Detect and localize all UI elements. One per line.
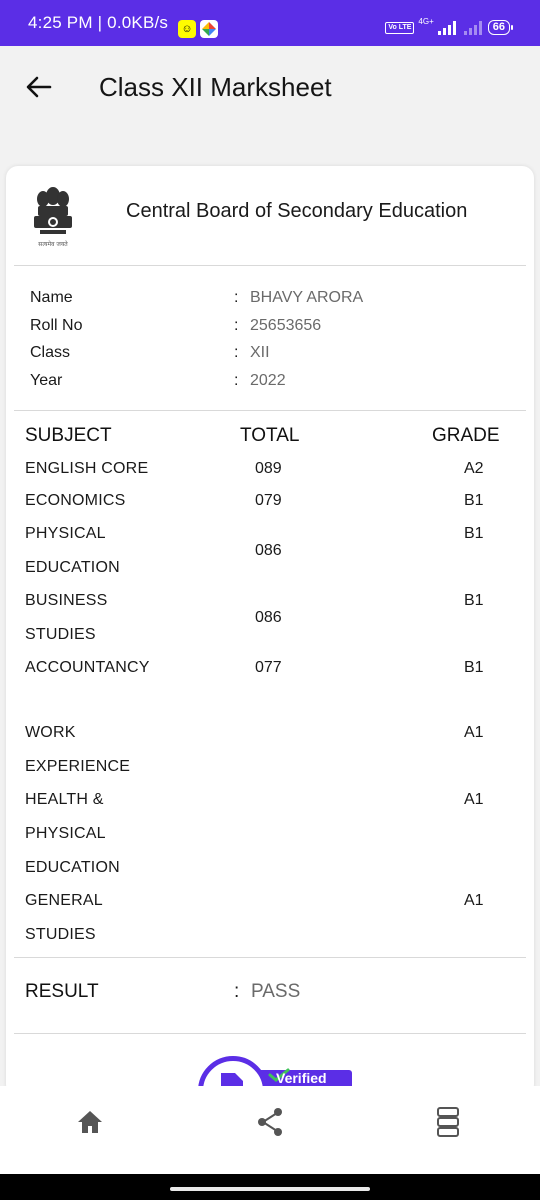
menu-button[interactable] — [428, 1102, 468, 1142]
colon: : — [234, 344, 239, 361]
subject-grade: A2 — [464, 460, 484, 477]
subject-name-line3: EDUCATION — [25, 859, 120, 876]
home-button[interactable] — [70, 1102, 110, 1142]
notification-icons — [178, 20, 218, 38]
subject-name: HEALTH & — [25, 791, 104, 808]
subject-total: 086 — [255, 609, 282, 626]
subject-name: WORK — [25, 724, 76, 741]
gesture-bar — [0, 1174, 540, 1200]
divider — [14, 265, 526, 266]
class-label: Class — [30, 344, 71, 361]
divider — [14, 1033, 526, 1034]
subject-grade: B1 — [464, 525, 484, 542]
back-arrow-icon — [22, 70, 56, 104]
bottom-nav — [0, 1086, 540, 1174]
roll-no-label: Roll No — [30, 317, 83, 334]
subject-total: 079 — [255, 492, 282, 509]
divider — [14, 957, 526, 958]
home-gesture-handle[interactable] — [170, 1187, 370, 1191]
subject-name-line2: STUDIES — [25, 926, 96, 943]
marksheet-card — [6, 166, 534, 1096]
name-label: Name — [30, 289, 73, 306]
status-time: 4:25 PM | 0.0KB/s — [28, 13, 169, 32]
subject-name: ENGLISH CORE — [25, 460, 149, 477]
subject-name-line2: PHYSICAL — [25, 825, 106, 842]
grade-header: GRADE — [432, 425, 500, 446]
result-value: PASS — [251, 981, 301, 1002]
verified-text: Verified — [276, 1070, 327, 1086]
share-button[interactable] — [250, 1102, 290, 1142]
result-colon: : — [234, 981, 240, 1002]
class-value: XII — [250, 344, 270, 361]
signal-icon — [438, 21, 456, 35]
year-value: 2022 — [250, 372, 286, 389]
divider — [14, 410, 526, 411]
battery-icon: 66 — [488, 20, 510, 35]
snapchat-icon: ☺ — [178, 20, 196, 38]
subject-total: 086 — [255, 542, 282, 559]
total-header: TOTAL — [240, 425, 300, 446]
subject-total: 077 — [255, 659, 282, 676]
home-icon — [76, 1109, 104, 1135]
subject-grade: B1 — [464, 492, 484, 509]
subject-grade: B1 — [464, 659, 484, 676]
colon: : — [234, 289, 239, 306]
back-button[interactable] — [22, 70, 56, 104]
subject-name: PHYSICAL — [25, 525, 106, 542]
network-type: 4G+ — [418, 17, 434, 26]
subject-name-line2: EDUCATION — [25, 559, 120, 576]
subject-name: ACCOUNTANCY — [25, 659, 150, 676]
subject-name-line2: EXPERIENCE — [25, 758, 131, 775]
app-bar — [0, 46, 540, 130]
status-indicators — [385, 17, 510, 35]
emblem-caption: सत्यमेव जयते — [38, 241, 68, 248]
year-label: Year — [30, 372, 63, 389]
photos-icon — [200, 20, 218, 38]
roll-no-value: 25653656 — [250, 317, 322, 334]
subject-grade: B1 — [464, 592, 484, 609]
subject-name-line2: STUDIES — [25, 626, 96, 643]
subject-name: BUSINESS — [25, 592, 108, 609]
board-name: Central Board of Secondary Education — [126, 200, 468, 222]
signal-2-icon — [464, 21, 482, 35]
emblem-icon — [28, 184, 78, 250]
subject-grade: A1 — [464, 791, 484, 808]
subject-header: SUBJECT — [25, 425, 112, 446]
subject-grade: A1 — [464, 724, 484, 741]
subject-grade: A1 — [464, 892, 484, 909]
page-title: Class XII Marksheet — [99, 72, 332, 102]
name-value: BHAVY ARORA — [250, 289, 364, 306]
result-label: RESULT — [25, 981, 99, 1002]
menu-icon — [436, 1106, 460, 1138]
colon: : — [234, 372, 239, 389]
subject-total: 089 — [255, 460, 282, 477]
volte-icon: Vo LTE — [385, 22, 414, 34]
subject-name: ECONOMICS — [25, 492, 126, 509]
subject-name: GENERAL — [25, 892, 103, 909]
colon: : — [234, 317, 239, 334]
share-icon — [255, 1107, 285, 1137]
status-bar — [0, 0, 540, 46]
